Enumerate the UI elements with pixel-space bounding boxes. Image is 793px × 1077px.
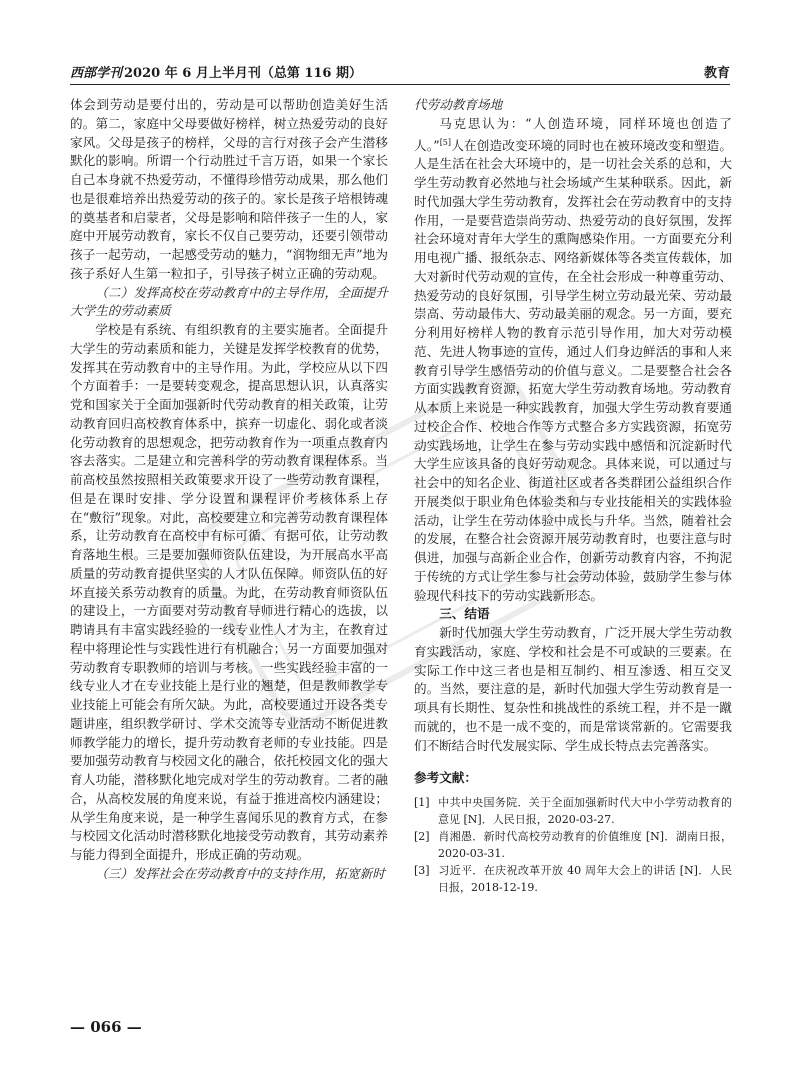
paragraph-society-role-body: 人在创造改变环境的同时也在被环境改变和塑造。人是生活在社会大环境中的，是一切社会关系的总和，大学生劳动教育必然地与社会场域产生某种联系。因此，新时代加强大学生劳动教育，发挥社会在劳动教育中的支持作用，一是要营造崇尚劳动、热爱劳动的良好氛围，发挥社会环境对青年大学生的熏陶感染作用。一方面要充分利用电视广播、报纸杂志、网络新媒体等各类宣传载体，加大对新时代劳动观的宣传，在全社会形成一种尊重劳动、热爱劳动的良好氛围，引导学生树立劳动最光荣、劳动最崇高、劳动最伟大、劳动最美丽的观念。另一方面，要充分利用好榜样人物的教育示范引导作用，加大对劳动模范、先进人物事迹的宣传，通过人们身边鲜活的事和人来教育引导学生感悟劳动的价值与意义。二是要整合社会各方面实践教育资源，拓宽大学生劳动教育场地。劳动教育从本质上来说是一种实践教育，加强大学生劳动教育要通过校企合作、校地合作等方式整合多方实践资源，拓宽劳动实践场地，让学生在参与劳动实践中感悟和沉淀新时代大学生应该具备的良好劳动观念。具体来说，可以通过与社会中的知名企业、街道社区或者各类群团公益组织合作开展类似于职业角色体验类和与专业技能相关的实践体验活动，让学生在劳动体验中成长与升华。当然，随着社会的发展，在整合社会资源开展劳动教育时，也要注意与时俱进，加强与高新企业合作，创新劳动教育内容，不拘泥于传统的方式让学生参与社会劳动体验，鼓励学生参与体验现代科技下的劳动实践新形态。 xyxy=(414,137,733,603)
reference-text: 习近平．在庆祝改革开放 40 周年大会上的讲话 [N]．人民日报，2018-12-19. xyxy=(438,864,732,895)
reference-item xyxy=(414,862,732,896)
reference-text: 肖湘愚．新时代高校劳动教育的价值维度 [N]．湖南日报，2020-03-31. xyxy=(438,830,732,861)
references-list xyxy=(414,794,732,896)
subheading-society-role-continued: 代劳动教育场地 xyxy=(414,97,503,112)
reference-text: 中共中央国务院．关于全面加强新时代大中小学劳动教育的意见 [N]．人民日报，2020-03-27. xyxy=(438,796,732,827)
issue-info: 2020 年 6 月上半月刊（总第 116 期） xyxy=(124,66,363,81)
subheading-society-role: （三）发挥社会在劳动教育中的支持作用，拓宽新时 xyxy=(95,865,385,881)
marx-quote: 马克思认为：“人创造环境，同样环境也创造了人。” xyxy=(414,115,732,153)
journal-logo: 西部学刊 xyxy=(70,66,123,81)
header-rule xyxy=(70,84,730,85)
reference-number: [3] xyxy=(414,864,430,878)
page-number: — 066 — xyxy=(70,1018,142,1036)
reference-number: [2] xyxy=(414,830,430,844)
section-heading-conclusion: 三、结语 xyxy=(439,606,490,622)
right-column xyxy=(414,96,732,896)
left-column xyxy=(70,96,388,884)
paragraph-society-role xyxy=(414,115,732,606)
running-header xyxy=(70,62,730,84)
citation-marker: [5] xyxy=(439,137,452,147)
reference-item xyxy=(414,828,732,862)
references-title: 参考文献： xyxy=(414,770,477,786)
header-left xyxy=(70,62,362,81)
reference-number: [1] xyxy=(414,796,430,810)
section-label: 教育 xyxy=(703,66,730,81)
subheading-university-role: （二）发挥高校在劳动教育中的主导作用，全面提升大学生的劳动素质 xyxy=(70,284,388,319)
paragraph-university-role: 学校是有系统、有组织教育的主要实施者。全面提升大学生的劳动素质和能力，关键是发挥学校教育的优势，发挥其在劳动教育中的主导作用。为此，学校应从以下四个方面着手：一是要转变观念，提高思想认识，认真落实党和国家关于全面加强新时代劳动教育的相关政策，让劳动教育回归高校教育体系中，摈弃一切虚化、弱化或者淡化劳动教育的思想观念，把劳动教育作为一项重点教育内容去落实。二是建立和完善科学的劳动教育课程体系。当前高校虽然按照相关政策要求开设了一些劳动教育课程，但是在课时安排、学分设置和课程评价考核体系上存在“敷衍”现象。对此，高校要建立和完善劳动教育课程体系，让劳动教育在高校中有标可循、有据可依，让劳动教育落地生根。三是要加强师资队伍建设，为开展高水平高质量的劳动教育提供坚实的人才队伍保障。师资队伍的好坏直接关系劳动教育的质量。为此，在劳动教育师资队伍的建设上，一方面要对劳动教育导师进行精心的选拔，以聘请具有丰富实践经验的一线专业性人才为主，在教育过程中将理论性与实践性进行有机融合；另一方面要加强对劳动教育专职教师的培训与考核。一些实践经验丰富的一线专业人才在专业技能上是行业的翘楚，但是教师教学专业技能上可能会有所欠缺。为此，高校要通过开设各类专题讲座，组织教学研讨、学术交流等专业活动不断促进教师教学能力的增长，提升劳动教育老师的专业技能。四是要加强劳动教育与校园文化的融合，依托校园文化的强大育人功能，潜移默化地完成对学生的劳动教育。二者的融合，从高校发展的角度来说，有益于推进高校内涵建设；从学生角度来说，是一种学生喜闻乐见的教育方式，在参与校园文化活动时潜移默化地接受劳动教育，其劳动素养与能力得到全面提升，形成正确的劳动观。 xyxy=(70,322,388,862)
paragraph-family-role: 体会到劳动是要付出的，劳动是可以帮助创造美好生活的。第二，家庭中父母要做好榜样，树立热爱劳动的良好家风。父母是孩子的榜样，父母的言行对孩子会产生潜移默化的影响。所谓一个行动胜过千言万语，如果一个家长自己本身就不热爱劳动，不懂得珍惜劳动成果，那么他们也是很难培养出热爱劳动的孩子的。家长是孩子培根铸魂的奠基者和启蒙者，父母是影响和陪伴孩子一生的人，家庭中开展劳动教育，家长不仅自己要劳动，还要引领带动孩子一起劳动，一起感受劳动的魅力，“润物细无声”地为孩子系好人生第一粒扣子，引导孩子树立正确的劳动观。 xyxy=(70,97,388,281)
paragraph-conclusion: 新时代加强大学生劳动教育，广泛开展大学生劳动教育实践活动，家庭、学校和社会是不可或缺的三要素。在实际工作中这三者也是相互制约、相互渗透、相互交叉的。当然，要注意的是，新时代加强大学生劳动教育是一项具有长期性、复杂性和挑战性的系统工程，并不是一蹴而就的，也不是一成不变的，而是常谈常新的。它需要我们不断结合时代发展实际、学生成长特点去完善落实。 xyxy=(414,625,732,753)
reference-item xyxy=(414,794,732,828)
